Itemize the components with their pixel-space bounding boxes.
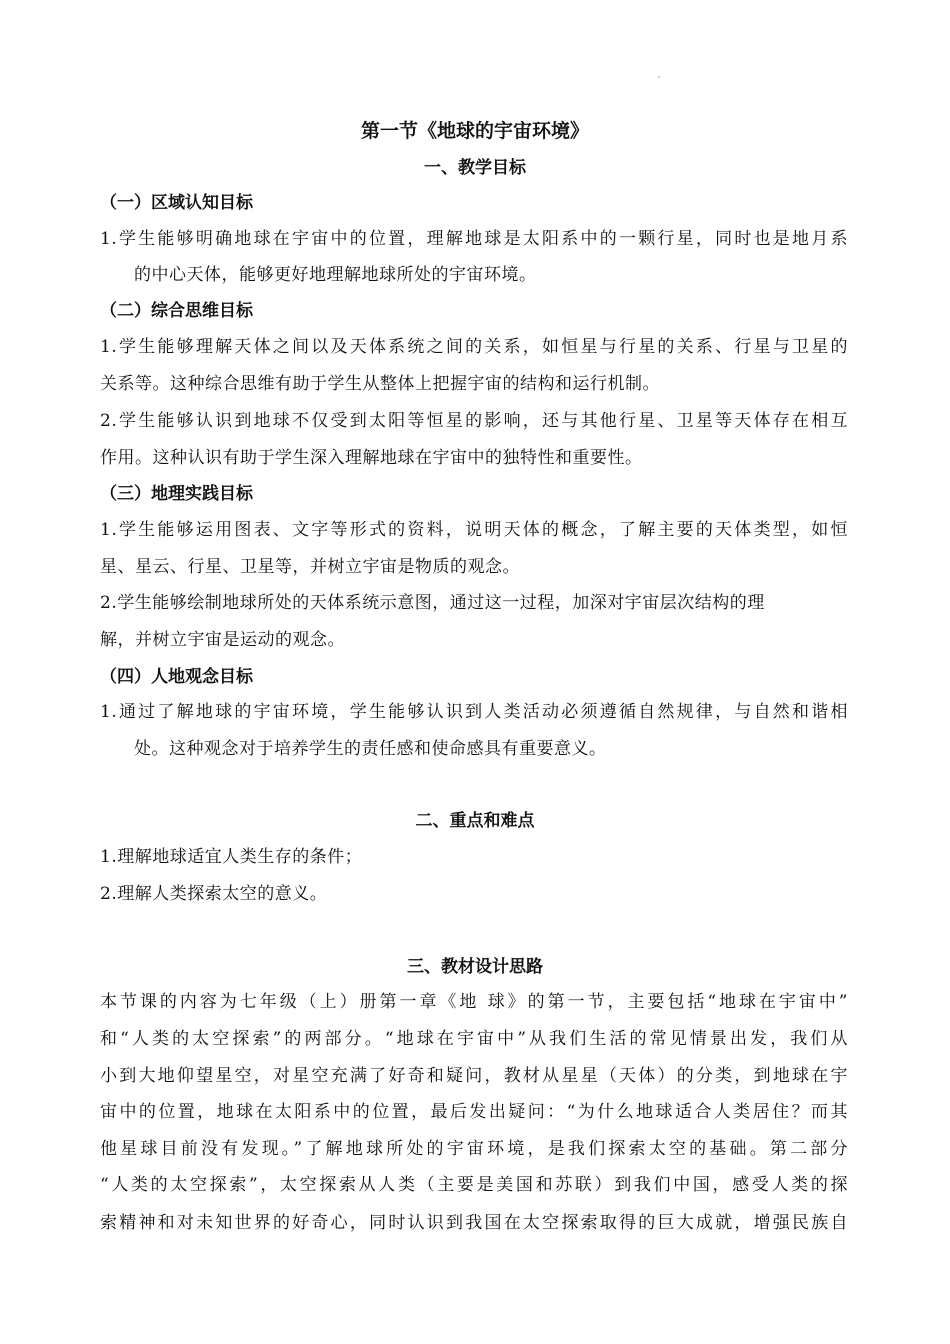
paragraph-line: 2.学生能够绘制地球所处的天体系统示意图，通过这一过程，加深对宇宙层次结构的理 <box>100 593 765 613</box>
paragraph-line: 宙中的位置，地球在太阳系中的位置，最后发出疑问：“为什么地球适合人类居住？而其 <box>100 1102 848 1122</box>
subheading-regional-cognition: （一）区域认知目标 <box>100 193 253 213</box>
paragraph-line: 和“人类的太空探索”的两部分。“地球在宇宙中”从我们生活的常见情景出发，我们从 <box>100 1029 848 1049</box>
paragraph-line: “人类的太空探索”，太空探索从人类（主要是美国和苏联）到我们中国，感受人类的探 <box>100 1175 848 1195</box>
paragraph-line: 的中心天体，能够更好地理解地球所处的宇宙环境。 <box>134 265 537 285</box>
paragraph-line: 1.学生能够明确地球在宇宙中的位置，理解地球是太阳系中的一颗行星，同时也是地月系 <box>100 229 848 249</box>
section-heading-key-points: 二、重点和难点 <box>415 811 535 831</box>
section-heading-design: 三、教材设计思路 <box>407 957 543 977</box>
paragraph-line: 1.通过了解地球的宇宙环境，学生能够认识到人类活动必须遵循自然规律，与自然和谐相 <box>100 702 848 722</box>
scan-dot <box>658 76 660 78</box>
paragraph-line: 关系等。这种综合思维有助于学生从整体上把握宇宙的结构和运行机制。 <box>100 374 660 394</box>
paragraph-line: 1.学生能够理解天体之间以及天体系统之间的关系，如恒星与行星的关系、行星与卫星的 <box>100 337 848 357</box>
paragraph-line: 小到大地仰望星空，对星空充满了好奇和疑问，教材从星星（天体）的分类，到地球在宇 <box>100 1066 848 1086</box>
subheading-human-land: （四）人地观念目标 <box>100 667 253 687</box>
paragraph-line: 索精神和对未知世界的好奇心，同时认识到我国在太空探索取得的巨大成就，增强民族自 <box>100 1213 848 1233</box>
paragraph-line: 处。这种观念对于培养学生的责任感和使命感具有重要意义。 <box>134 739 607 759</box>
list-item: 1.理解地球适宜人类生存的条件； <box>100 847 363 867</box>
paragraph-line: 解，并树立宇宙是运动的观念。 <box>100 630 345 650</box>
paragraph-line: 星、星云、行星、卫星等，并树立宇宙是物质的观念。 <box>100 557 520 577</box>
paragraph-line: 1.学生能够运用图表、文字等形式的资料，说明天体的概念，了解主要的天体类型，如恒 <box>100 520 848 540</box>
section-heading-objectives: 一、教学目标 <box>424 158 526 178</box>
paragraph-line: 作用。这种认识有助于学生深入理解地球在宇宙中的独特性和重要性。 <box>100 448 643 468</box>
paragraph-line: 本节课的内容为七年级（上）册第一章《地 球》的第一节，主要包括“地球在宇宙中” <box>100 992 848 1012</box>
paragraph-line: 2.学生能够认识到地球不仅受到太阳等恒星的影响，还与其他行星、卫星等天体存在相互 <box>100 411 848 431</box>
paragraph-line: 他星球目前没有发现。”了解地球所处的宇宙环境，是我们探索太空的基础。第二部分 <box>100 1139 848 1159</box>
subheading-comprehensive-thinking: （二）综合思维目标 <box>100 301 253 321</box>
document-title: 第一节《地球的宇宙环境》 <box>360 120 589 142</box>
list-item: 2.理解人类探索太空的意义。 <box>100 884 328 904</box>
subheading-geographic-practice: （三）地理实践目标 <box>100 484 253 504</box>
